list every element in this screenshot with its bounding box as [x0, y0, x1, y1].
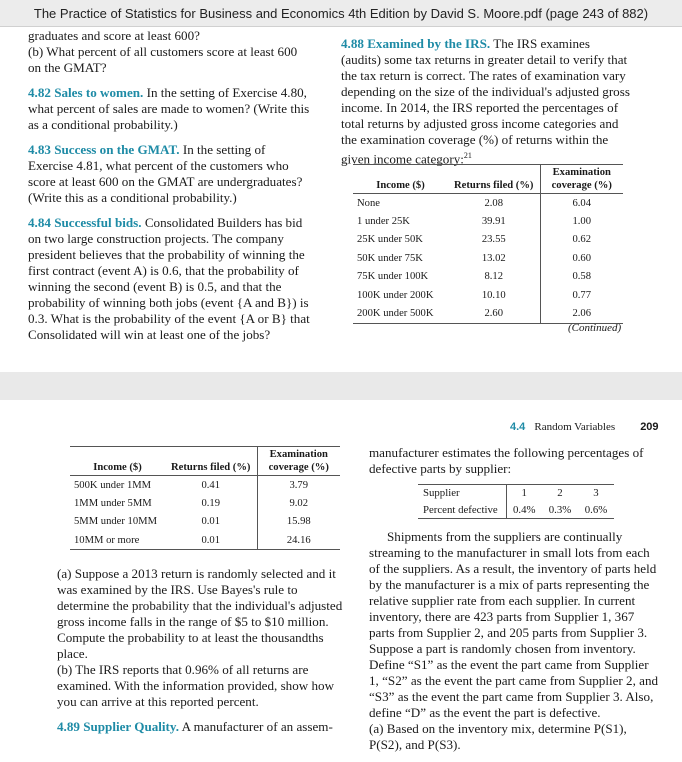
table-row — [353, 194, 623, 213]
supplier-table — [418, 484, 614, 519]
left-column — [28, 28, 310, 352]
exercise-number: 4.88 — [341, 36, 364, 51]
part-b: (b) The IRS reports that 0.96% of all returns are examined. With the information provided, show how you can arrive at this reported percent. — [57, 662, 335, 709]
table-cell: 0.60 — [540, 249, 623, 268]
body-text: Shipments from the suppliers are continually streaming to the manufacturer in small lots from each of the suppliers. As a result, the inventory of parts held by the manufacturer is a mix of parts representing the relative supplier rate from each supplier. In current inventory, there are 423 parts from Supplier 1, 367 parts from Supplier 2, and 205 parts from Supplier 3. Suppose a part is randomly chosen from inventory. Define “S1” as the event the part came from Supplier 1, “S2” as the event the part came from Supplier 2, and “S3” as the event the part came from Supplier 3. Also, define “D” as the event the part is defective. — [369, 529, 659, 720]
table-cell: 25K under 50K — [357, 234, 423, 246]
exercise-title: Sales to women. — [54, 85, 144, 100]
defective-label: Percent defective — [423, 503, 498, 516]
column-header: Income ($) — [353, 165, 448, 194]
table-cell: 5MM under 10MM — [74, 516, 157, 528]
part-a: (a) Based on the inventory mix, determine P(S1), P(S2), and P(S3). — [369, 721, 627, 752]
column-header: Returns filed (%) — [165, 447, 257, 476]
exercise-4-84 — [28, 215, 310, 343]
defective-cell: 0.6% — [584, 503, 608, 516]
continued-label: (Continued) — [568, 322, 622, 334]
table-row — [353, 231, 623, 250]
table-cell: 6.04 — [540, 194, 623, 213]
column-header: Examination coverage (%) — [540, 165, 623, 194]
table-row — [70, 513, 340, 532]
column-header: Income ($) — [70, 447, 165, 476]
table-cell: 10.10 — [481, 289, 506, 301]
exercise-body: Consolidated Builders has bid on two large construction projects. The company president believes that the probability of winning the first contract (event A) is 0.6, that the probability of winning the second (event B) is 0.5, and that the probability of winning both jobs (event {A and B}) is 0.3. What is the probability of the event {A or B} that Consolidated will win at least one of the jobs? — [28, 215, 310, 342]
table-cell: 0.77 — [540, 286, 623, 305]
exercise-title: Examined by the IRS. — [367, 36, 491, 51]
table-cell: 1 under 25K — [357, 215, 410, 227]
exercise-body: The IRS examines (audits) some tax returns in greater detail to verify that the tax return is correct. The rates of examination vary depending on the size of the individual's adjusted gross income. In 2014, the IRS reported the percentages of total returns by adjusted gross income categories and the examination coverage (%) of returns within the given income category: — [341, 36, 630, 167]
supplier-cell: 2 — [557, 487, 563, 500]
supplier-cell: 3 — [593, 487, 599, 500]
table-cell: 15.98 — [257, 513, 340, 532]
table-cell: 75K under 100K — [357, 271, 429, 283]
right-column — [341, 36, 631, 176]
table-cell: 200K under 500K — [357, 308, 434, 319]
section-number: 4.4 — [510, 421, 526, 433]
table-cell: 50K under 75K — [357, 252, 423, 264]
table-cell: 13.02 — [481, 252, 506, 264]
table-row — [353, 249, 623, 268]
supplier-cell: 1 — [506, 485, 542, 502]
irs-table-part2 — [70, 446, 340, 550]
exercise-body: In the setting of Exercise 4.81, what percent of the customers who score at least 600 on the GMAT are undergraduates? (Write this as a conditional probability.) — [28, 142, 303, 205]
table-row — [353, 286, 623, 305]
table-row — [353, 268, 623, 287]
irs-table-part1 — [353, 164, 623, 324]
table-row — [70, 531, 340, 550]
exercise-body: In the setting of Exercise 4.80, what percent of sales are made to women? (Write this as a conditional probability.) — [28, 85, 310, 132]
pdf-page-bottom — [0, 400, 682, 752]
table-cell: 0.62 — [540, 231, 623, 250]
intro-text: manufacturer estimates the following percentages of defective parts by supplier: — [369, 445, 644, 476]
table-cell: 23.55 — [481, 234, 506, 246]
section-title: Random Variables — [534, 421, 616, 433]
exercise-4-88 — [341, 36, 631, 167]
exercise-4-89 — [57, 719, 347, 735]
right-column-body — [369, 529, 661, 762]
exercise-number: 4.83 — [28, 142, 51, 157]
table-cell: 0.01 — [201, 516, 221, 528]
table-cell: 500K under 1MM — [74, 479, 152, 491]
exercise-number: 4.82 — [28, 85, 51, 100]
running-head — [510, 421, 659, 433]
supplier-label: Supplier — [423, 487, 460, 500]
continued-line-1: graduates and score at least 600? — [28, 28, 200, 43]
exercise-title: Successful bids. — [54, 215, 142, 230]
exercise-title: Supplier Quality. — [83, 719, 180, 734]
left-column — [57, 566, 347, 744]
exercise-body: A manufacturer of an assem- — [181, 719, 333, 734]
exercise-title: Success on the GMAT. — [54, 142, 180, 157]
table-cell: 10MM or more — [74, 534, 140, 546]
table-cell: 3.79 — [257, 476, 340, 495]
table-cell: 0.58 — [540, 268, 623, 287]
defective-cell: 0.3% — [548, 503, 572, 516]
right-column-intro — [369, 445, 659, 486]
table-row — [70, 494, 340, 513]
exercise-4-83 — [28, 142, 310, 206]
table-cell: 0.01 — [201, 534, 221, 546]
table-cell: 1MM under 5MM — [74, 497, 152, 509]
table-cell: 0.19 — [201, 497, 221, 509]
defective-cell: 0.4% — [506, 502, 542, 519]
exercise-number: 4.84 — [28, 215, 51, 230]
table-row — [353, 305, 623, 324]
footnote-marker: 21 — [463, 151, 472, 160]
table-cell: 24.16 — [257, 531, 340, 550]
table-row — [353, 212, 623, 231]
table-cell: 39.91 — [481, 215, 506, 227]
table-cell: 100K under 200K — [357, 289, 434, 301]
pdf-page-top — [0, 27, 682, 372]
table-cell: 8.12 — [484, 271, 504, 283]
table-cell: None — [357, 197, 380, 209]
exercise-4-82 — [28, 85, 310, 133]
column-header: Returns filed (%) — [448, 165, 540, 194]
table-cell: 2.60 — [484, 308, 504, 319]
continued-part-b: (b) What percent of all customers score at least 600 on the GMAT? — [28, 44, 298, 75]
part-a: (a) Suppose a 2013 return is randomly selected and it was examined by the IRS. Use Bayes's rule to determine the probability that the individual's adjusted gross income falls in the range of $5 to $10 million. Compute the probability to at least the thousandths place. — [57, 566, 343, 661]
table-cell: 1.00 — [540, 212, 623, 231]
table-row — [70, 476, 340, 495]
table-cell: 2.08 — [484, 197, 504, 209]
page-gap — [0, 372, 682, 400]
table-cell: 9.02 — [257, 494, 340, 513]
table-cell: 0.41 — [201, 479, 221, 491]
table-cell: 2.06 — [540, 305, 623, 324]
page-number: 209 — [640, 421, 659, 433]
exercise-number: 4.89 — [57, 719, 80, 734]
column-header: Examination coverage (%) — [257, 447, 340, 476]
window-title: The Practice of Statistics for Business and Economics 4th Edition by David S. Moore.pdf (page 243 of 882) — [0, 0, 682, 27]
